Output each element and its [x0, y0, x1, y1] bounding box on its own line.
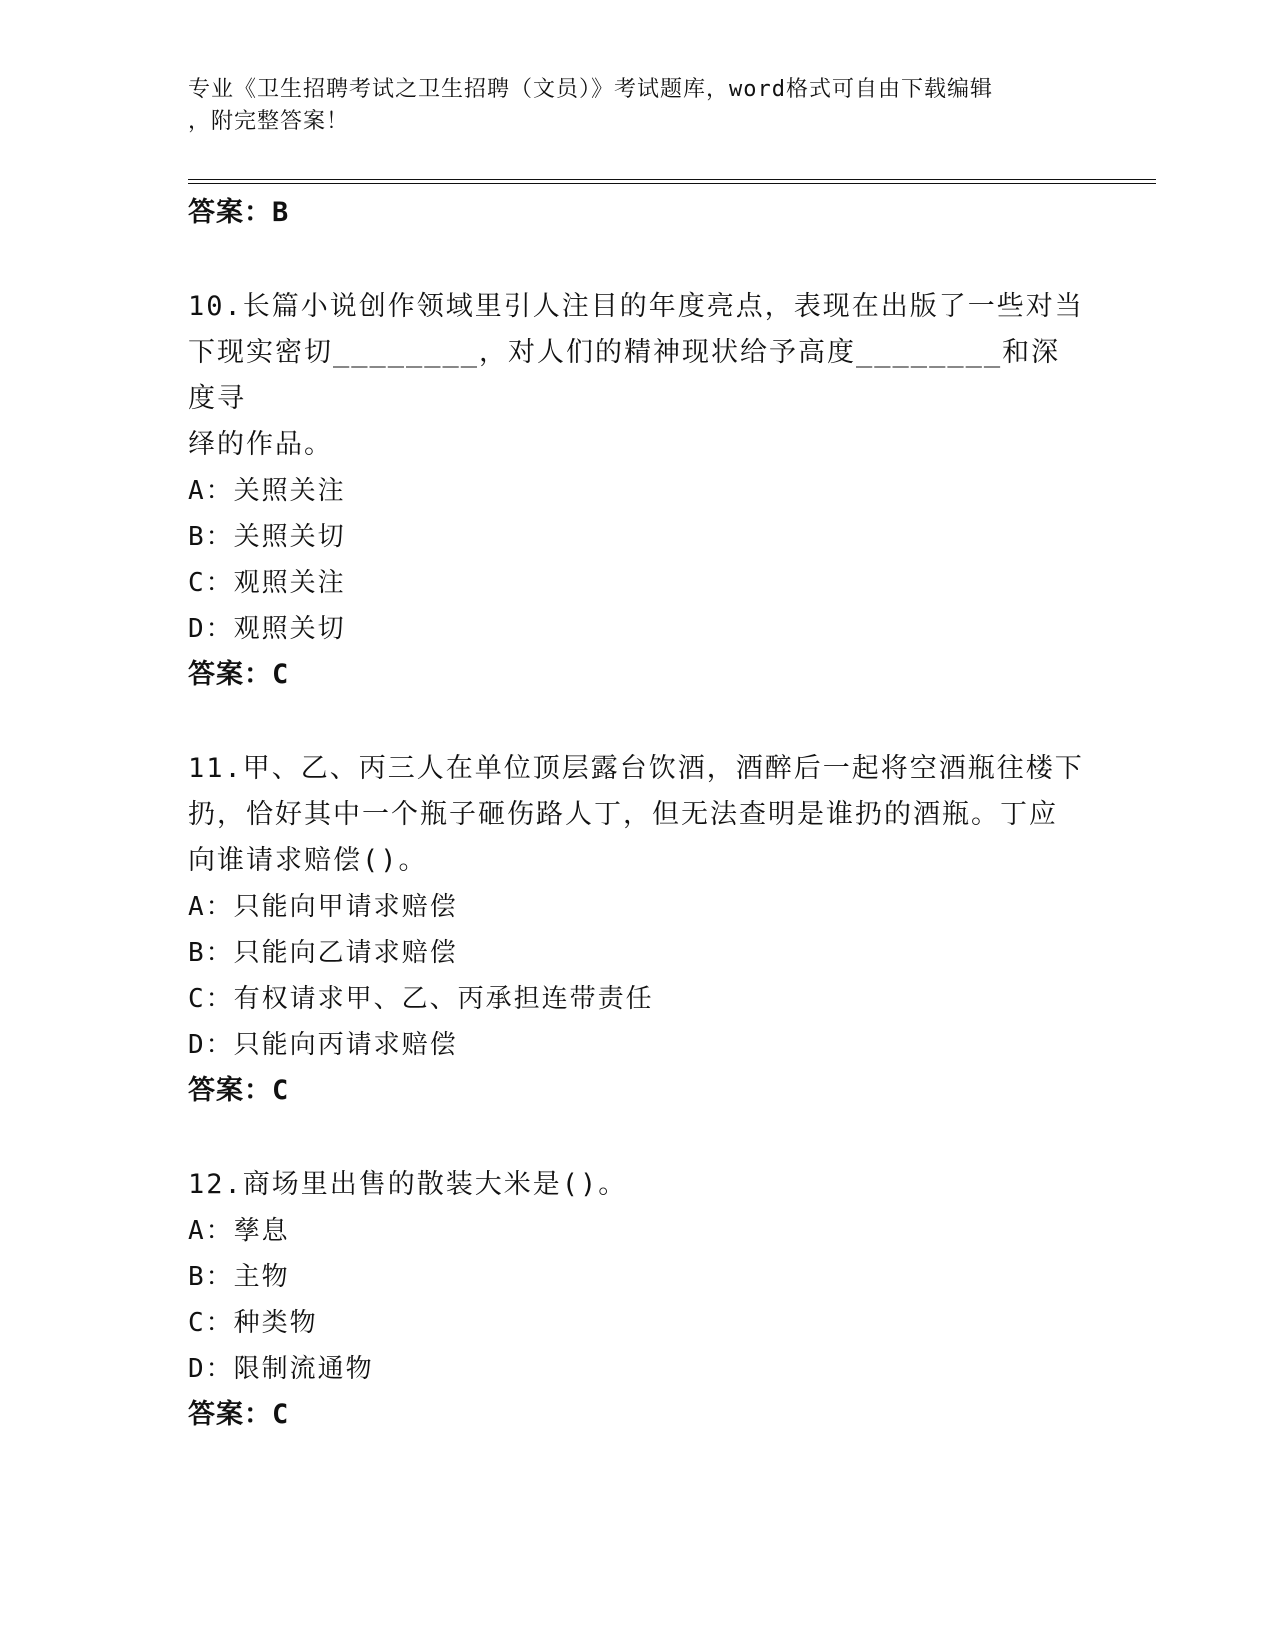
question-stem-line: 扔，恰好其中一个瓶子砸伤路人丁，但无法查明是谁扔的酒瓶。丁应: [188, 799, 1058, 830]
question-stem-line: 11.甲、乙、丙三人在单位顶层露台饮酒，酒醉后一起将空酒瓶往楼下: [188, 753, 1084, 784]
option-b: B：关照关切: [188, 522, 346, 552]
header-line-1: 专业《卫生招聘考试之卫生招聘（文员）》考试题库，word格式可自由下载编辑: [188, 77, 993, 102]
option-d: D：只能向丙请求赔偿: [188, 1030, 458, 1060]
question-stem-line: 下现实密切________，对人们的精神现状给予高度________和深度寻: [188, 337, 1061, 414]
question-11: [188, 746, 1088, 1114]
option-a: A：关照关注: [188, 476, 346, 506]
option-b: B：只能向乙请求赔偿: [188, 938, 458, 968]
answer: 答案：C: [188, 659, 290, 690]
option-d: D：观照关切: [188, 614, 346, 644]
question-list: [188, 190, 1088, 1438]
question-12: [188, 1162, 1088, 1438]
question-stem-line: 12.商场里出售的散装大米是()。: [188, 1169, 628, 1200]
option-c: C：种类物: [188, 1308, 318, 1338]
spacer: [188, 698, 1088, 746]
option-b: B：主物: [188, 1262, 290, 1292]
header-divider-top: [188, 179, 1156, 180]
page-header: [188, 74, 1078, 138]
question-stem-line: 10.长篇小说创作领域里引人注目的年度亮点，表现在出版了一些对当: [188, 291, 1084, 322]
question-stem-line: 向谁请求赔偿()。: [188, 845, 428, 876]
option-a: A：只能向甲请求赔偿: [188, 892, 458, 922]
option-d: D：限制流通物: [188, 1354, 374, 1384]
question-10: [188, 284, 1088, 698]
spacer: [188, 236, 1088, 284]
previous-answer: 答案：B: [188, 197, 290, 228]
option-a: A：孳息: [188, 1216, 290, 1246]
spacer: [188, 1114, 1088, 1162]
header-line-2: ，附完整答案！: [188, 109, 350, 134]
answer: 答案：C: [188, 1075, 290, 1106]
answer: 答案：C: [188, 1399, 290, 1430]
question-stem-line: 绎的作品。: [188, 429, 333, 460]
option-c: C：观照关注: [188, 568, 346, 598]
header-divider-bottom: [188, 183, 1156, 184]
option-c: C：有权请求甲、乙、丙承担连带责任: [188, 984, 654, 1014]
